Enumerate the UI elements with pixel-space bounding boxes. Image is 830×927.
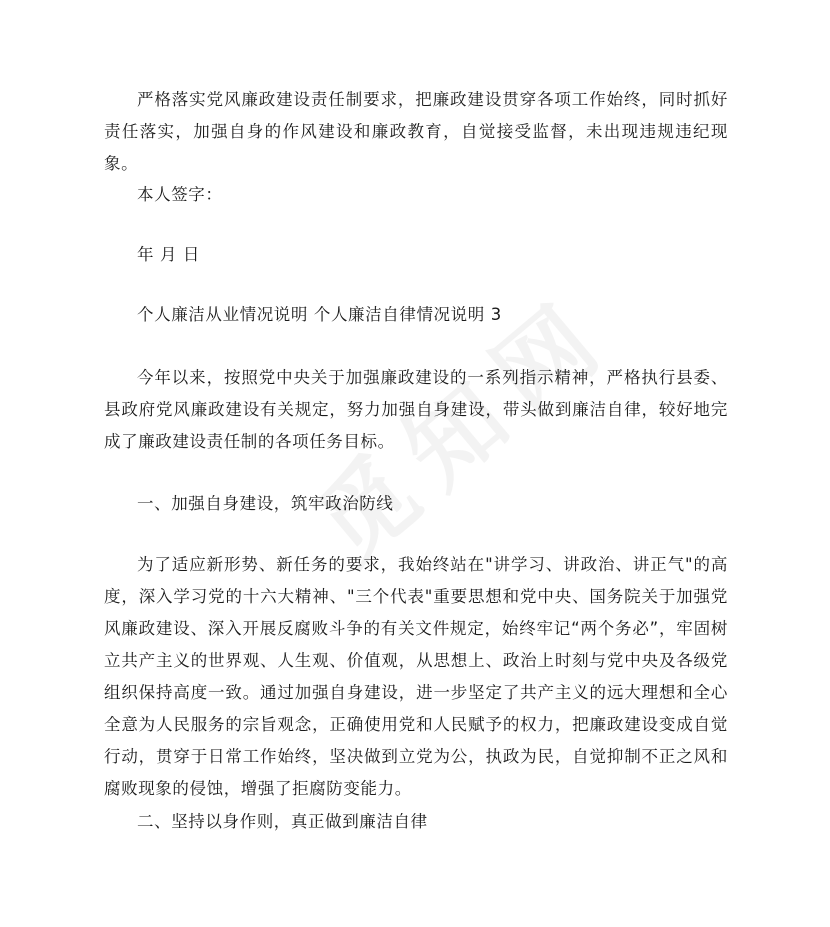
date-line: 年 月 日: [137, 245, 200, 264]
section-title: 个人廉洁从业情况说明 个人廉洁自律情况说明 3: [137, 305, 502, 324]
heading-one: 一、加强自身建设，筑牢政治防线: [137, 494, 394, 513]
heading-two: 二、坚持以身作则，真正做到廉洁自律: [137, 812, 428, 831]
paragraph-responsibility: 严格落实党风廉政建设责任制要求，把廉政建设贯穿各项工作始终，同时抓好责任落实，加强自身的作风建设和廉政教育，自觉接受监督，未出现违规违纪现象。: [104, 90, 728, 173]
signature-label: 本人签字：: [137, 185, 223, 204]
paragraph-study: 为了适应新形势、新任务的要求，我始终站在"讲学习、讲政治、讲正气"的高度，深入学习党的十六大精神、"三个代表"重要思想和党中央、国务院关于加强党风廉政建设、深入开展反腐败斗争的有关文件规定，始终牢记“两个务必”，牢固树立共产主义的世界观、人生观、价值观，从思想上、政治上时刻与党中央及各级党组织保持高度一致。通过加强自身建设，进一步坚定了共产主义的远大理想和全心全意为人民服务的宗旨观念，正确使用党和人民赋予的权力，把廉政建设变成自觉行动，贯穿于日常工作始终，坚决做到立党为公，执政为民，自觉抑制不正之风和腐败现象的侵蚀，增强了拒腐防变能力。: [104, 555, 728, 798]
paragraph-intro: 今年以来，按照党中央关于加强廉政建设的一系列指示精神，严格执行县委、县政府党风廉政建设有关规定，努力加强自身建设，带头做到廉洁自律，较好地完成了廉政建设责任制的各项任务目标。: [104, 368, 728, 451]
